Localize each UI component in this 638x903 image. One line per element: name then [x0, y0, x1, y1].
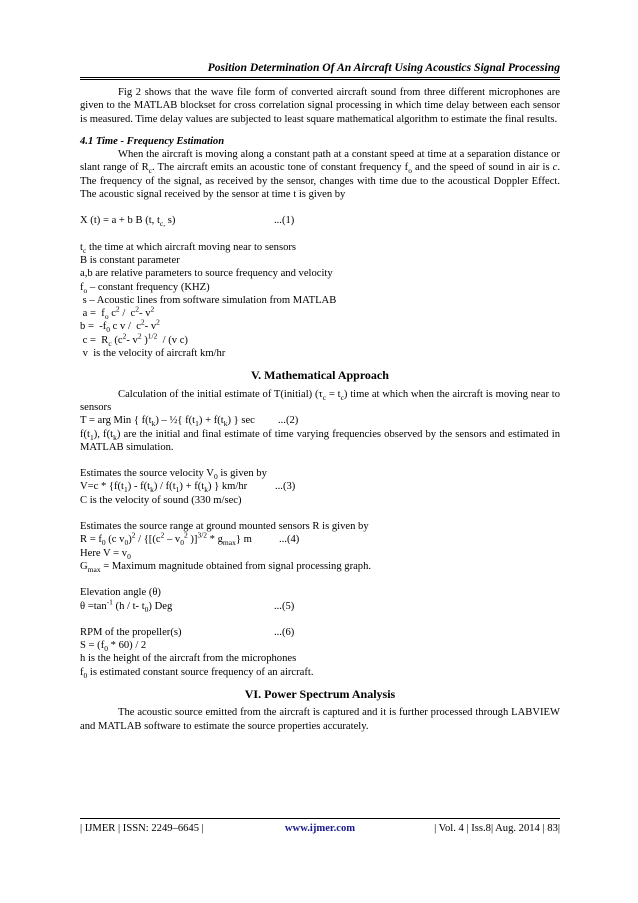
footer	[80, 823, 560, 837]
equation-3: $V=c * \{f(t_1) - f(t_k) / f(t_1) + f(t_k)$ } km/hr ...(3)	[80, 481, 296, 495]
elevation-label: Elevation angle (θ)	[80, 587, 161, 599]
equation-6: RPM of the propeller(s) ...(6)	[80, 626, 295, 638]
paragraph-source-velocity: Estimates the source velocity $V_0$ is given by	[80, 468, 267, 482]
equation-5: $\theta =\tan^{-1}$ (h / t- $t_0$) Deg ...(5)	[80, 596, 295, 614]
footer-rule	[80, 818, 560, 819]
footer-website-link[interactable]: www.ijmer.com	[284, 823, 356, 834]
equation-number: ...(5)	[274, 600, 295, 612]
running-header: Position Determination Of An Aircraft Using Acoustics Signal Processing	[207, 61, 560, 74]
footer-journal: | IJMER | ISSN: 2249–6645 |	[80, 823, 204, 834]
equation-number: ...(3)	[275, 481, 296, 493]
article-body	[80, 86, 560, 733]
definition-a: $a = f_o$ $c^2 / c^2-$ $v^2$	[80, 304, 155, 322]
section-heading-v: V. Mathematical Approach	[251, 368, 389, 383]
equation-number: ...(1)	[274, 215, 295, 227]
definition-B: B is constant parameter	[80, 254, 180, 266]
paragraph-frequencies: $f(t_1)$, $f(t_k)$ are the initial and final estimate of time varying frequencies observed by the sensors and estimated in MATLAB simulation.	[80, 428, 560, 453]
footer-volume: | Vol. 4 | Iss.8| Aug. 2014 | 83|	[434, 823, 560, 834]
section-heading-vi: VI. Power Spectrum Analysis	[244, 686, 396, 701]
definition-v: v is the velocity of aircraft km/hr	[80, 348, 226, 360]
definition-s: s – Acoustic lines from software simulation from MATLAB	[80, 294, 337, 306]
definition-tc: $t_c$ the time at which aircraft moving near to sensors	[80, 241, 297, 255]
definition-b: $b = -f_0$ c v / $c^2-$ $v^2$	[80, 317, 160, 335]
subsection-heading-4-1: 4.1 Time - Frequency Estimation	[80, 135, 225, 147]
paragraph-power-spectrum: The acoustic source emitted from the aircraft is captured and it is further processed through LABVIEW and MATLAB software to estimate the source properties accurately.	[80, 707, 560, 732]
here-line: Here $V = v_0$	[80, 547, 131, 561]
equation-number: ...(2)	[278, 415, 299, 427]
paragraph-speed-of-sound: C is the velocity of sound (330 m/sec)	[80, 494, 242, 506]
header-rule-double	[80, 79, 560, 80]
equation-1: X (t) = a + b B (t, $t_{c,}$ s) ...(1)	[80, 215, 295, 229]
equation-4: $R = f_0$ (c $v_0)^2 / \{[(c^2 - v_0^2$ )]$^{3/2} * g_{max}$} m ...(4)	[80, 530, 300, 548]
paragraph-mathematical: Calculation of the initial estimate of T(initial) $(\tau_c = t_c)$ time at which when the aircraft is moving near to sensors	[80, 388, 560, 413]
paragraph-fig2: Fig 2 shows that the wave file form of converted aircraft sound from three different microphones are given to the MATLAB blockset for cross correlation signal processing in which time delay between each sensor is measured. Time delay values are subjected to least square mathematical algorithm to estimate the final results.	[80, 87, 560, 125]
paragraph-source-range: Estimates the source range at ground mounted sensors R is given by	[80, 521, 369, 533]
header-rule	[80, 77, 560, 78]
f0-definition: $f_0$ is estimated constant source frequency of an aircraft.	[80, 666, 314, 680]
definition-c: $c = R_c$ ($c^2-$ $v^2$ )$^{1/2}$ / (v c)	[80, 331, 188, 348]
equation-number: ...(6)	[274, 626, 295, 638]
definition-fo: $f_o$ – constant frequency (KHZ)	[80, 281, 210, 295]
definition-ab: a,b are relative parameters to source frequency and velocity	[80, 268, 333, 280]
equation-number: ...(4)	[279, 534, 300, 546]
height-definition: h is the height of the aircraft from the microphones	[80, 653, 297, 665]
gmax-line: $G_{max}$ = Maximum magnitude obtained from signal processing graph.	[80, 560, 372, 575]
equation-2: T = arg Min { $f(t_k)$ – ½{ $f(t_1) + f(t_k)$ } sec ...(2)	[80, 415, 299, 429]
paragraph-time-frequency: When the aircraft is moving along a constant path at a constant speed at time at a separation distance or slant range of $R_c$. The aircraft emits an acoustic tone of constant frequency $f_o$ and the speed of sound in air is c. The frequency of the signal, as received by the sensor, changes with time due to the acoustical Doppler Effect. The acoustic signal received by the sensor at time t is given by	[80, 149, 561, 201]
rpm-formula: $S = (f_0 * 60) / 2$	[80, 640, 147, 654]
